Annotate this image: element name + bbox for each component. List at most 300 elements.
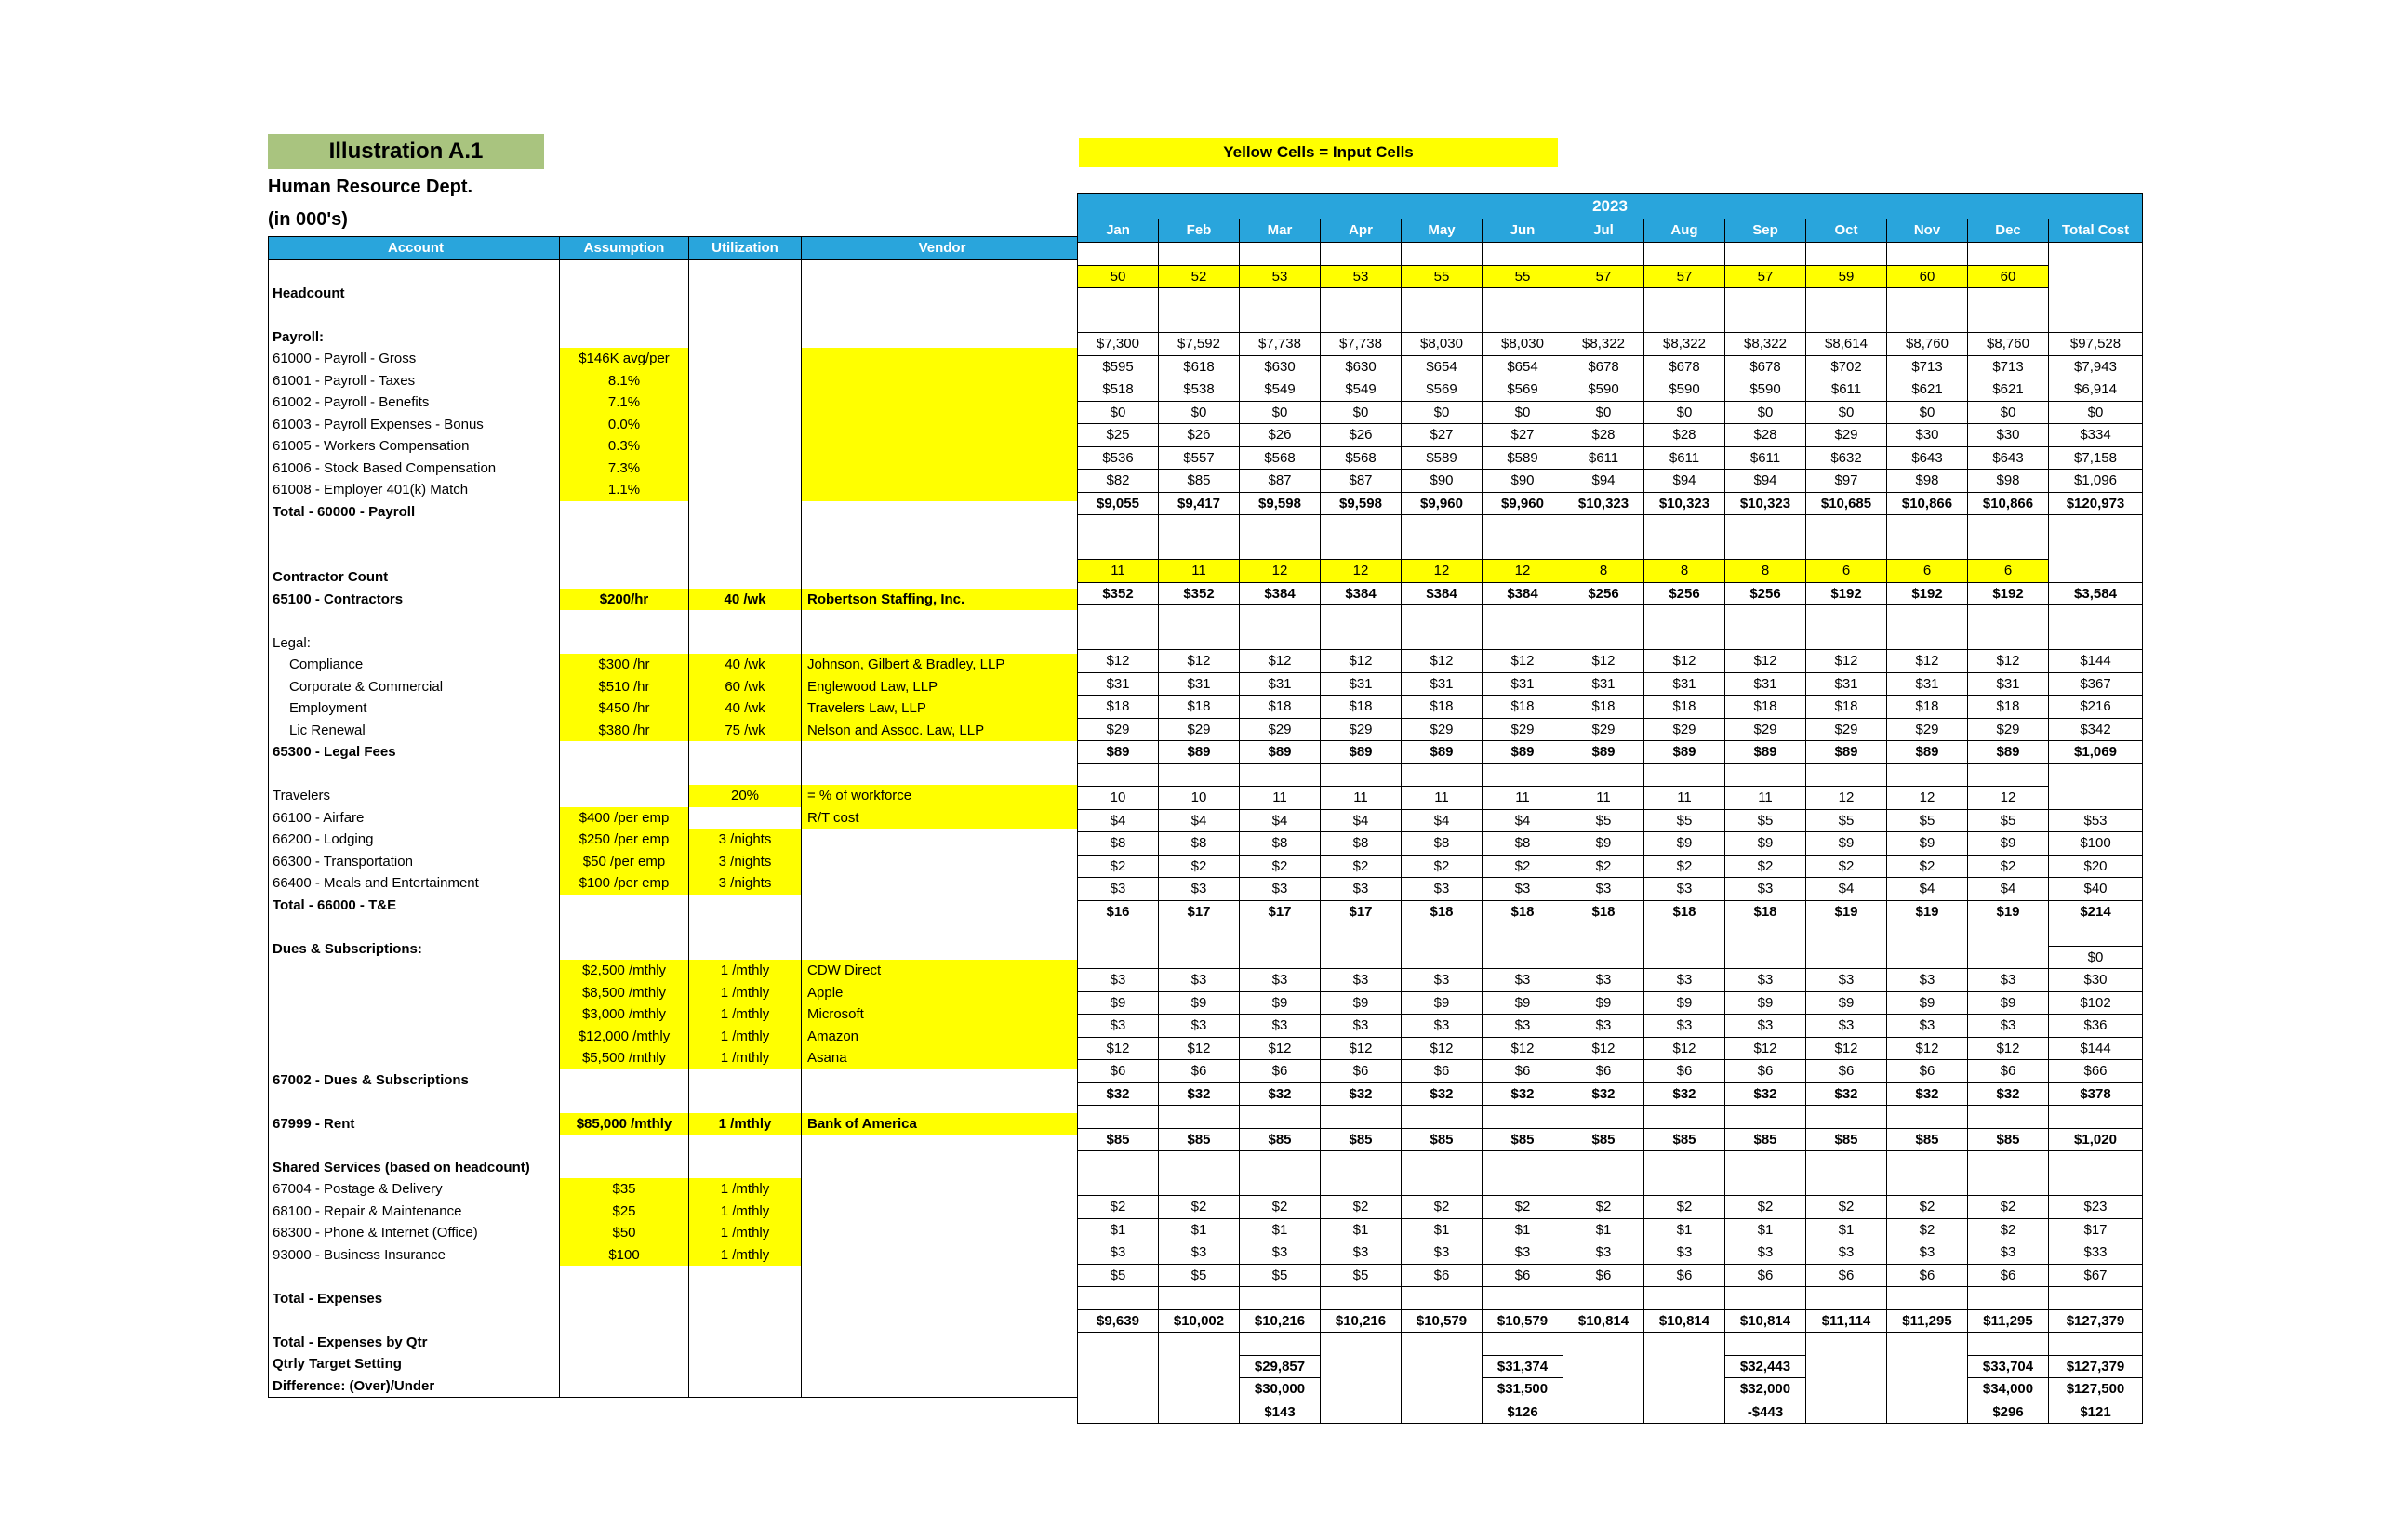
cell-value: $4 — [1240, 809, 1321, 832]
cell-value: $6 — [1402, 1060, 1483, 1083]
cell-value[interactable]: 53 — [1240, 265, 1321, 288]
cell-assumption — [560, 1353, 689, 1375]
cell-assumption — [560, 326, 689, 349]
cell-value: $20 — [2049, 855, 2143, 878]
cell-empty — [1402, 288, 1483, 311]
cell-vendor[interactable] — [802, 370, 1078, 392]
cell-value[interactable]: 60 — [1887, 265, 1968, 288]
cell-value: $192 — [1968, 582, 2049, 605]
cell-account: Corporate & Commercial — [269, 676, 560, 698]
cell-assumption[interactable]: $85,000 /mthly — [560, 1113, 689, 1135]
cell-empty — [1644, 1355, 1725, 1378]
cell-value: $7,158 — [2049, 446, 2143, 470]
cell-utilization[interactable]: 3 /nights — [689, 872, 802, 895]
cell-value: $2 — [1887, 1196, 1968, 1219]
cell-value: $6,914 — [2049, 378, 2143, 402]
cell-assumption[interactable]: 1.1% — [560, 479, 689, 501]
cell-empty — [1240, 515, 1321, 538]
cell-value[interactable]: 60 — [1968, 265, 2049, 288]
table-row — [1078, 1106, 2143, 1129]
cell-value: $29 — [1240, 718, 1321, 741]
cell-vendor[interactable] — [802, 479, 1078, 501]
cell-assumption[interactable]: $100 /per emp — [560, 872, 689, 895]
cell-value: $126 — [1483, 1401, 1563, 1424]
cell-value[interactable]: 59 — [1806, 265, 1887, 288]
cell-vendor[interactable]: Johnson, Gilbert & Bradley, LLP — [802, 654, 1078, 676]
cell-vendor[interactable]: Asana — [802, 1047, 1078, 1069]
cell-empty — [1321, 311, 1402, 333]
cell-value: $4 — [1483, 809, 1563, 832]
cell-value: $2 — [1563, 855, 1644, 878]
cell-value: $85 — [1563, 1128, 1644, 1151]
cell-utilization[interactable]: 1 /mthly — [689, 1244, 802, 1267]
cell-utilization — [689, 348, 802, 370]
cell-value: $2 — [1806, 1196, 1887, 1219]
cell-value: $2 — [1321, 1196, 1402, 1219]
cell-value[interactable]: 53 — [1321, 265, 1402, 288]
cell-value[interactable]: 12 — [1402, 560, 1483, 583]
cell-value: $12 — [1159, 1037, 1240, 1060]
table-row — [269, 916, 1078, 938]
monthly-costs-table — [1077, 193, 2143, 1424]
cell-account — [269, 610, 560, 632]
cell-assumption[interactable]: $50 /per emp — [560, 851, 689, 873]
cell-value: $32 — [1563, 1082, 1644, 1106]
cell-value: $611 — [1725, 446, 1806, 470]
cell-utilization[interactable]: 1 /mthly — [689, 1003, 802, 1026]
table-row — [1078, 515, 2143, 538]
units-note: (in 000's) — [268, 209, 348, 230]
cell-value: $12 — [1887, 650, 1968, 673]
cell-value: $30 — [1887, 424, 1968, 447]
col-header-nov: Nov — [1887, 219, 1968, 243]
cell-value: $30 — [2049, 969, 2143, 992]
cell-vendor — [802, 741, 1078, 763]
cell-empty — [1563, 538, 1644, 560]
cell-value[interactable]: 12 — [1483, 560, 1563, 583]
cell-account — [269, 1003, 560, 1026]
cell-value: $0 — [1402, 401, 1483, 424]
cell-value: $34,000 — [1968, 1378, 2049, 1401]
cell-assumption[interactable]: $12,000 /mthly — [560, 1026, 689, 1048]
cell-value: $29 — [1887, 718, 1968, 741]
cell-value: 11 — [1563, 787, 1644, 810]
cell-empty — [1968, 538, 2049, 560]
cell-value: $3 — [1321, 969, 1402, 992]
cell-account — [269, 1026, 560, 1048]
cell-value: $85 — [1644, 1128, 1725, 1151]
cell-utilization[interactable]: 1 /mthly — [689, 960, 802, 982]
col-header-sep: Sep — [1725, 219, 1806, 243]
cell-value: $611 — [1806, 378, 1887, 402]
cell-assumption — [560, 1157, 689, 1179]
cell-value: $2 — [1483, 855, 1563, 878]
cell-value: $12 — [1725, 1037, 1806, 1060]
table-row — [269, 458, 1078, 480]
cell-empty — [1644, 515, 1725, 538]
cell-assumption[interactable]: $100 — [560, 1244, 689, 1267]
cell-empty — [1483, 538, 1563, 560]
cell-assumption[interactable]: $200/hr — [560, 589, 689, 611]
table-row — [269, 1222, 1078, 1244]
cell-empty — [1078, 515, 1159, 538]
cell-value: $18 — [1483, 900, 1563, 923]
cell-value: $66 — [2049, 1060, 2143, 1083]
cell-value: $3 — [1402, 969, 1483, 992]
cell-assumption[interactable]: 7.1% — [560, 392, 689, 414]
table-row — [1078, 265, 2143, 288]
cell-utilization[interactable]: 1 /mthly — [689, 982, 802, 1004]
cell-assumption[interactable]: $146K avg/per — [560, 348, 689, 370]
cell-empty — [2049, 288, 2143, 311]
cell-empty — [1402, 243, 1483, 266]
table-row — [269, 326, 1078, 349]
cell-value: $10,866 — [1968, 492, 2049, 515]
cell-empty — [1402, 1174, 1483, 1196]
cell-value: $18 — [1725, 696, 1806, 719]
cell-value[interactable]: 6 — [1887, 560, 1968, 583]
cell-account: 93000 - Business Insurance — [269, 1244, 560, 1267]
cell-empty — [2049, 787, 2143, 810]
cell-assumption[interactable]: $380 /hr — [560, 720, 689, 742]
cell-value: $384 — [1402, 582, 1483, 605]
cell-value: $12 — [1402, 1037, 1483, 1060]
cell-empty — [1563, 243, 1644, 266]
cell-value: $5 — [1078, 1264, 1159, 1287]
cell-empty — [1321, 763, 1402, 787]
cell-value: $10,002 — [1159, 1309, 1240, 1333]
cell-value: $1,069 — [2049, 741, 2143, 764]
cell-empty — [1563, 628, 1644, 650]
table-row — [1078, 401, 2143, 424]
cell-vendor[interactable]: = % of workforce — [802, 785, 1078, 807]
cell-value[interactable]: 57 — [1644, 265, 1725, 288]
cell-value: $4 — [1078, 809, 1159, 832]
cell-empty — [1159, 1287, 1240, 1310]
cell-value[interactable]: 52 — [1159, 265, 1240, 288]
cell-value: $384 — [1240, 582, 1321, 605]
cell-value: $127,500 — [2049, 1378, 2143, 1401]
cell-empty — [1078, 605, 1159, 628]
cell-empty — [2049, 1333, 2143, 1356]
cell-value: $29 — [1483, 718, 1563, 741]
cell-value: $0 — [2049, 401, 2143, 424]
cell-vendor[interactable]: Bank of America — [802, 1113, 1078, 1135]
table-row — [1078, 470, 2143, 493]
cell-value: $643 — [1887, 446, 1968, 470]
cell-value: 11 — [1725, 787, 1806, 810]
cell-empty — [1078, 288, 1159, 311]
cell-value[interactable]: 57 — [1563, 265, 1644, 288]
cell-value: $17 — [2049, 1218, 2143, 1241]
cell-value: $1 — [1644, 1218, 1725, 1241]
cell-empty — [1078, 628, 1159, 650]
cell-vendor[interactable]: Travelers Law, LLP — [802, 697, 1078, 720]
cell-empty — [1968, 243, 2049, 266]
cell-empty — [1159, 923, 1240, 947]
cell-vendor — [802, 566, 1078, 589]
cell-assumption[interactable]: $50 — [560, 1222, 689, 1244]
cell-value: $9 — [1887, 991, 1968, 1015]
cell-vendor[interactable] — [802, 392, 1078, 414]
cell-utilization[interactable]: 1 /mthly — [689, 1178, 802, 1201]
table-row — [269, 1244, 1078, 1267]
cell-value[interactable]: 8 — [1563, 560, 1644, 583]
cell-value: $3 — [1240, 878, 1321, 901]
cell-value[interactable]: 11 — [1078, 560, 1159, 583]
cell-value: 12 — [1968, 787, 2049, 810]
cell-value: $121 — [2049, 1401, 2143, 1424]
table-row — [1078, 538, 2143, 560]
cell-vendor[interactable] — [802, 348, 1078, 370]
cell-assumption[interactable]: 7.3% — [560, 458, 689, 480]
cell-value: $9,598 — [1240, 492, 1321, 515]
table-row — [269, 1157, 1078, 1179]
cell-value: $3 — [1968, 1015, 2049, 1038]
year-header-row — [1078, 194, 2143, 219]
cell-assumption[interactable]: $5,500 /mthly — [560, 1047, 689, 1069]
cell-assumption[interactable]: $35 — [560, 1178, 689, 1201]
cell-utilization[interactable]: 1 /mthly — [689, 1113, 802, 1135]
cell-value: $3 — [1240, 1015, 1321, 1038]
cell-utilization[interactable]: 40 /wk — [689, 697, 802, 720]
cell-account — [269, 1091, 560, 1113]
cell-value: $569 — [1483, 378, 1563, 402]
cell-value: $85 — [1887, 1128, 1968, 1151]
table-row — [1078, 605, 2143, 628]
cell-vendor[interactable]: R/T cost — [802, 807, 1078, 830]
cell-utilization[interactable]: 40 /wk — [689, 654, 802, 676]
cell-assumption[interactable]: $8,500 /mthly — [560, 982, 689, 1004]
cell-vendor[interactable] — [802, 458, 1078, 480]
cell-account: 65100 - Contractors — [269, 589, 560, 611]
cell-value[interactable]: 8 — [1725, 560, 1806, 583]
cell-empty — [1402, 1333, 1483, 1356]
cell-utilization[interactable]: 60 /wk — [689, 676, 802, 698]
cell-vendor[interactable]: Englewood Law, LLP — [802, 676, 1078, 698]
cell-value: $536 — [1078, 446, 1159, 470]
cell-value[interactable]: 6 — [1968, 560, 2049, 583]
cell-value: $0 — [1321, 401, 1402, 424]
col-header-jun: Jun — [1483, 219, 1563, 243]
cell-value: $3 — [1483, 969, 1563, 992]
cell-empty — [1725, 288, 1806, 311]
cell-empty — [1806, 288, 1887, 311]
cell-vendor[interactable]: Apple — [802, 982, 1078, 1004]
cell-value: $36 — [2049, 1015, 2143, 1038]
cell-vendor[interactable]: CDW Direct — [802, 960, 1078, 982]
cell-assumption[interactable]: $300 /hr — [560, 654, 689, 676]
cell-value: $621 — [1887, 378, 1968, 402]
cell-utilization[interactable]: 1 /mthly — [689, 1047, 802, 1069]
cell-utilization[interactable]: 75 /wk — [689, 720, 802, 742]
cell-value: $94 — [1644, 470, 1725, 493]
table-row — [269, 872, 1078, 895]
cell-value: $26 — [1240, 424, 1321, 447]
cell-value: $8,760 — [1887, 333, 1968, 356]
cell-assumption[interactable]: $25 — [560, 1201, 689, 1223]
cell-assumption — [560, 1091, 689, 1113]
table-row — [1078, 1287, 2143, 1310]
cell-utilization[interactable]: 3 /nights — [689, 851, 802, 873]
cell-assumption[interactable]: $250 /per emp — [560, 829, 689, 851]
cell-empty — [2049, 1151, 2143, 1174]
cell-value: $568 — [1240, 446, 1321, 470]
cell-empty — [1240, 923, 1321, 947]
cell-value: $10,866 — [1887, 492, 1968, 515]
cell-empty — [2049, 243, 2143, 266]
cell-value: $10,579 — [1402, 1309, 1483, 1333]
cell-value: $29 — [1806, 424, 1887, 447]
cell-value: $5 — [1240, 1264, 1321, 1287]
cell-assumption[interactable]: $450 /hr — [560, 697, 689, 720]
table-row — [1078, 923, 2143, 947]
cell-utilization[interactable]: 20% — [689, 785, 802, 807]
cell-empty — [1159, 1401, 1240, 1424]
cell-value: $18 — [1159, 696, 1240, 719]
cell-value: 12 — [1806, 787, 1887, 810]
cell-vendor[interactable]: Microsoft — [802, 1003, 1078, 1026]
cell-empty — [1402, 763, 1483, 787]
cell-assumption[interactable]: $2,500 /mthly — [560, 960, 689, 982]
cell-value: $33 — [2049, 1241, 2143, 1265]
table-row — [1078, 832, 2143, 856]
cell-value: $568 — [1321, 446, 1402, 470]
cell-account: 66200 - Lodging — [269, 829, 560, 851]
cell-empty — [1644, 763, 1725, 787]
cell-assumption[interactable]: 8.1% — [560, 370, 689, 392]
cell-utilization[interactable]: 3 /nights — [689, 829, 802, 851]
cell-value: $2 — [1159, 1196, 1240, 1219]
cell-assumption[interactable]: $510 /hr — [560, 676, 689, 698]
table-row — [1078, 650, 2143, 673]
cell-value: $53 — [2049, 809, 2143, 832]
cell-account — [269, 304, 560, 326]
cell-value: 11 — [1240, 787, 1321, 810]
cell-assumption[interactable]: $400 /per emp — [560, 807, 689, 830]
cell-empty — [1483, 1106, 1563, 1129]
cell-utilization[interactable]: 1 /mthly — [689, 1201, 802, 1223]
cell-value: $85 — [1240, 1128, 1321, 1151]
cell-value: $3 — [1321, 1015, 1402, 1038]
cell-value: $9 — [1968, 832, 2049, 856]
cell-value[interactable]: 55 — [1483, 265, 1563, 288]
cell-empty — [1321, 243, 1402, 266]
cell-value: $9 — [1725, 832, 1806, 856]
cell-vendor[interactable] — [802, 414, 1078, 436]
cell-empty — [1240, 538, 1321, 560]
cell-empty — [1402, 538, 1483, 560]
cell-value: $2 — [1402, 1196, 1483, 1219]
cell-value[interactable]: 55 — [1402, 265, 1483, 288]
cell-value: $3 — [1321, 878, 1402, 901]
cell-assumption[interactable]: $3,000 /mthly — [560, 1003, 689, 1026]
cell-utilization[interactable]: 40 /wk — [689, 589, 802, 611]
cell-vendor[interactable]: Robertson Staffing, Inc. — [802, 589, 1078, 611]
cell-value[interactable]: 12 — [1240, 560, 1321, 583]
table-row — [269, 283, 1078, 305]
cell-value: $0 — [2049, 946, 2143, 969]
cell-vendor[interactable]: Amazon — [802, 1026, 1078, 1048]
cell-value: $89 — [1240, 741, 1321, 764]
cell-value: $85 — [1968, 1128, 2049, 1151]
cell-value[interactable]: 6 — [1806, 560, 1887, 583]
table-row — [269, 1047, 1078, 1069]
table-row — [269, 414, 1078, 436]
cell-value[interactable]: 50 — [1078, 265, 1159, 288]
cell-value: $31 — [1968, 672, 2049, 696]
cell-utilization[interactable]: 1 /mthly — [689, 1026, 802, 1048]
cell-value: $9 — [1887, 832, 1968, 856]
table-row — [269, 1332, 1078, 1354]
cell-value: $12 — [1563, 650, 1644, 673]
cell-empty — [1968, 311, 2049, 333]
cell-utilization[interactable]: 1 /mthly — [689, 1222, 802, 1244]
cell-assumption[interactable]: 0.0% — [560, 414, 689, 436]
cell-value[interactable]: 12 — [1321, 560, 1402, 583]
cell-value[interactable]: 57 — [1725, 265, 1806, 288]
cell-value[interactable]: 11 — [1159, 560, 1240, 583]
cell-value: $12 — [1644, 1037, 1725, 1060]
cell-empty — [1402, 1378, 1483, 1401]
cell-value: $6 — [1644, 1264, 1725, 1287]
cell-empty — [1806, 311, 1887, 333]
table-row — [269, 960, 1078, 982]
cell-value: $654 — [1483, 355, 1563, 378]
cell-value: $10,323 — [1725, 492, 1806, 515]
cell-utilization — [689, 1069, 802, 1092]
table-row — [1078, 1037, 2143, 1060]
table-row — [269, 632, 1078, 655]
cell-value: $32 — [1887, 1082, 1968, 1106]
cell-account: Contractor Count — [269, 566, 560, 589]
cell-value: $19 — [1968, 900, 2049, 923]
cell-assumption — [560, 1135, 689, 1157]
cell-utilization — [689, 895, 802, 917]
cell-utilization — [689, 807, 802, 830]
table-row — [269, 807, 1078, 830]
col-header-aug: Aug — [1644, 219, 1725, 243]
cell-empty — [1968, 628, 2049, 650]
cell-value: $10,579 — [1483, 1309, 1563, 1333]
cell-assumption[interactable]: 0.3% — [560, 435, 689, 458]
cell-value: $4 — [1887, 878, 1968, 901]
cell-value: $98 — [1968, 470, 2049, 493]
cell-vendor[interactable]: Nelson and Assoc. Law, LLP — [802, 720, 1078, 742]
cell-value: $6 — [1483, 1264, 1563, 1287]
col-header-dec: Dec — [1968, 219, 2049, 243]
table-row — [1078, 582, 2143, 605]
table-row — [269, 566, 1078, 589]
cell-empty — [1968, 515, 2049, 538]
cell-value[interactable]: 8 — [1644, 560, 1725, 583]
cell-empty — [1644, 923, 1725, 947]
cell-value: $378 — [2049, 1082, 2143, 1106]
cell-value: $27 — [1483, 424, 1563, 447]
cell-vendor[interactable] — [802, 435, 1078, 458]
cell-value: $9 — [1402, 991, 1483, 1015]
cell-empty — [1887, 923, 1968, 947]
cell-value: $630 — [1240, 355, 1321, 378]
cell-vendor — [802, 1288, 1078, 1310]
cell-value: $8 — [1240, 832, 1321, 856]
cell-value: $12 — [1402, 650, 1483, 673]
cell-value: $120,973 — [2049, 492, 2143, 515]
col-header-utilization: Utilization — [689, 237, 802, 260]
col-header-vendor: Vendor — [802, 237, 1078, 260]
cell-value: $384 — [1483, 582, 1563, 605]
cell-value: $2 — [1240, 1196, 1321, 1219]
